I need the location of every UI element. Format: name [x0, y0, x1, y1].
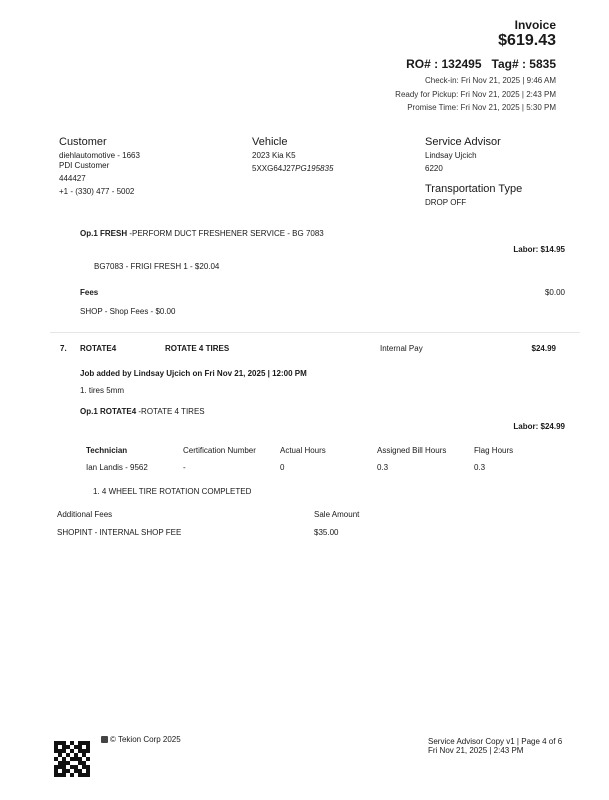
additional-fees-heading: Additional Fees: [57, 510, 113, 519]
customer-phone: +1 - (330) 477 - 5002: [59, 187, 135, 196]
vin-suffix: PG195835: [295, 164, 334, 173]
customer-id: 444427: [59, 174, 86, 183]
tekion-logo-icon: [101, 736, 108, 743]
flag-hours-col-header: Flag Hours: [474, 446, 514, 455]
vin-prefix: 5XXG64J27: [252, 164, 296, 173]
customer-heading: Customer: [59, 136, 107, 148]
copy-info: Service Advisor Copy v1 | Page 4 of 6: [428, 737, 563, 746]
advisor-heading: Service Advisor: [425, 136, 501, 148]
copyright-text: © Tekion Corp 2025: [110, 735, 181, 744]
transport-heading: Transportation Type: [425, 183, 523, 195]
footer-timestamp: Fri Nov 21, 2025 | 2:43 PM: [428, 746, 524, 755]
job-completion: 1. 4 WHEEL TIRE ROTATION COMPLETED: [93, 487, 252, 496]
job-op-labor: Labor: $24.99: [513, 422, 565, 431]
job-op-title: [80, 407, 205, 416]
qr-code-icon: [54, 741, 90, 777]
assigned-hours-cell: 0.3: [377, 463, 389, 472]
job-added-by: Job added by Lindsay Ujcich on Fri Nov 21, 2025 | 12:00 PM: [80, 369, 307, 378]
vehicle-heading: Vehicle: [252, 136, 288, 148]
op-fresh-labor: Labor: $14.95: [513, 245, 565, 254]
invoice-total: $619.43: [498, 32, 556, 49]
job-amount: $24.99: [531, 344, 556, 353]
job-description: ROTATE 4 TIRES: [165, 344, 230, 353]
cert-cell: -: [183, 463, 186, 472]
op-fresh-code: Op.1 FRESH: [80, 229, 128, 238]
sale-amount-heading: Sale Amount: [314, 510, 360, 519]
flag-hours-cell: 0.3: [474, 463, 486, 472]
cert-col-header: Certification Number: [183, 446, 256, 455]
advisor-name: Lindsay Ujcich: [425, 151, 477, 160]
fees-line: SHOP - Shop Fees - $0.00: [80, 307, 176, 316]
actual-hours-col-header: Actual Hours: [280, 446, 326, 455]
job-op-code: Op.1 ROTATE4: [80, 407, 137, 416]
transport-value: DROP OFF: [425, 198, 467, 207]
promise-time: Promise Time: Fri Nov 21, 2025 | 5:30 PM: [407, 103, 556, 112]
copyright: [101, 735, 181, 744]
job-number: 7.: [60, 344, 67, 353]
op-fresh-part: BG7083 - FRIGI FRESH 1 - $20.04: [94, 262, 220, 271]
fees-heading: Fees: [80, 288, 99, 297]
additional-fee-amount: $35.00: [314, 528, 339, 537]
invoice-label: Invoice: [514, 18, 556, 32]
job-op-desc: -ROTATE 4 TIRES: [136, 407, 205, 416]
checkin-time: Check-in: Fri Nov 21, 2025 | 9:46 AM: [424, 76, 556, 85]
additional-fee-item: SHOPINT - INTERNAL SHOP FEE: [57, 528, 182, 537]
op-fresh-title: [80, 229, 324, 238]
customer-name: diehlautomotive - 1663: [59, 151, 140, 160]
op-fresh-desc: -PERFORM DUCT FRESHENER SERVICE - BG 7083: [127, 229, 324, 238]
job-code: ROTATE4: [80, 344, 117, 353]
vehicle-vin: [252, 164, 333, 173]
actual-hours-cell: 0: [280, 463, 285, 472]
assigned-hours-col-header: Assigned Bill Hours: [377, 446, 447, 455]
tech-name-cell: Ian Landis - 9562: [86, 463, 148, 472]
ro-tag-number: RO# : 132495 Tag# : 5835: [406, 57, 556, 71]
advisor-number: 6220: [425, 164, 443, 173]
job-pay-type: Internal Pay: [380, 344, 423, 353]
vehicle-model: 2023 Kia K5: [252, 151, 296, 160]
customer-type: PDI Customer: [59, 161, 110, 170]
ready-time: Ready for Pickup: Fri Nov 21, 2025 | 2:43 PM: [395, 90, 556, 99]
tech-col-header: Technician: [86, 446, 128, 455]
job-note: 1. tires 5mm: [80, 386, 125, 395]
section-divider: [50, 332, 580, 333]
fees-amount: $0.00: [544, 288, 565, 297]
